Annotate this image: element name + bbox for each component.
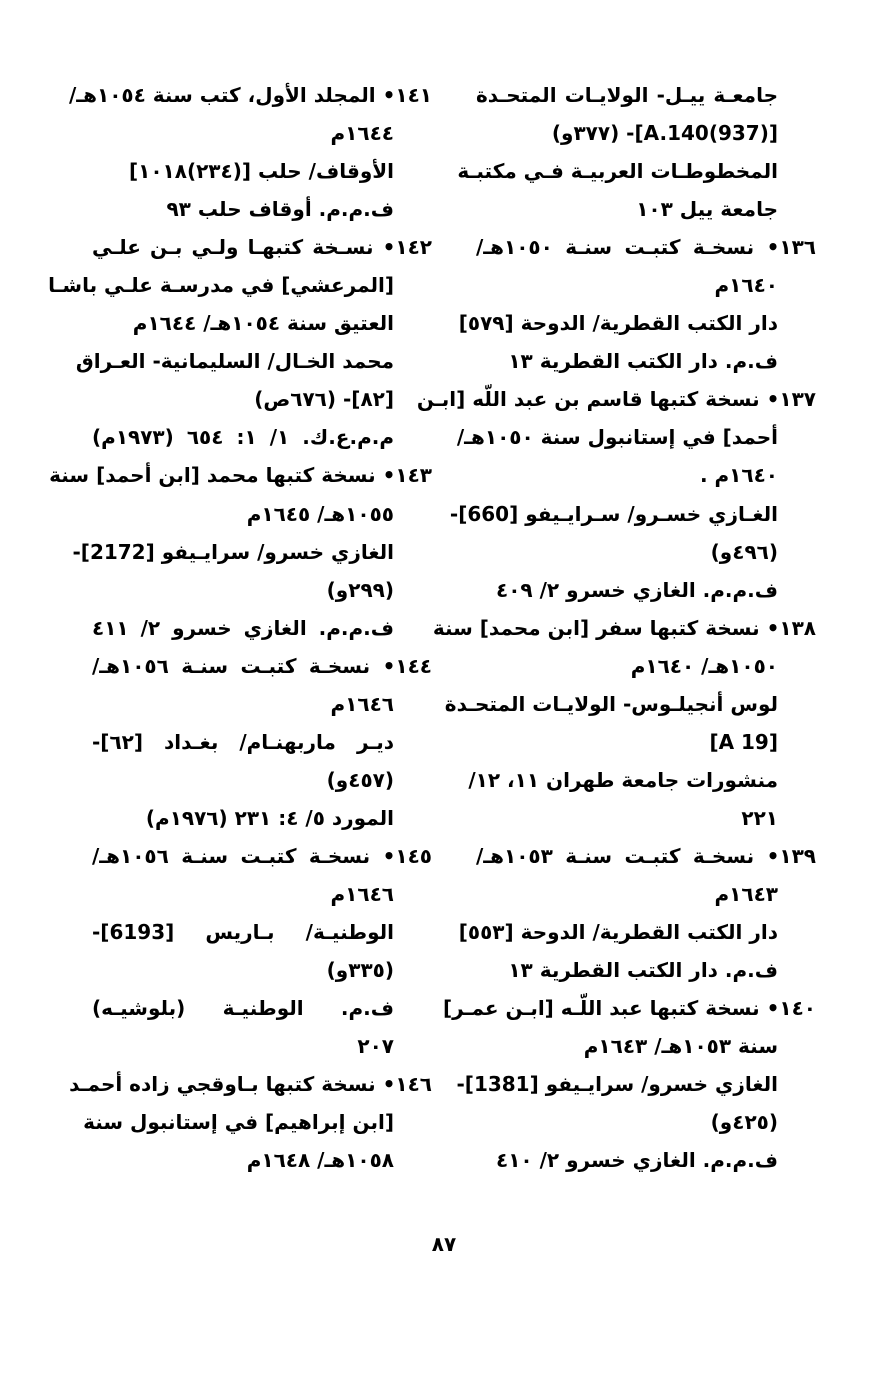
text-line: ف.م. الوطنيـة (بلوشيـه)	[92, 996, 394, 1021]
right-column	[416, 76, 816, 1179]
text-line: ١٤٠• نسخة كتبها عبد اللّـه [ابـن عمـر]	[443, 996, 816, 1021]
text-line: الغازي خسرو/ سرايـيفو [1381]-	[456, 1072, 778, 1097]
text-line: ١٤٤• نسخـة كتبـت سنـة ١٠٥٦هـ/	[92, 653, 432, 678]
text-line: دار الكتب القطرية/ الدوحة [٥٥٣]	[458, 920, 778, 945]
text-line: منشورات جامعة طهران ١١، ١٢/	[468, 767, 778, 792]
text-line: ١٦٤٠م .	[699, 463, 778, 488]
text-line: (٤٩٦و)	[710, 539, 778, 564]
text-line: الأوقاف/ حلب [(٢٣٤)١٠١٨]	[128, 159, 394, 184]
text-line: ١٦٤٤م	[330, 121, 394, 146]
text-line: محمد الخـال/ السليمانية- العـراق	[75, 349, 394, 374]
text-line: [(937)A.140]- (٣٧٧و)	[551, 121, 778, 146]
text-line: الوطنيـة/ بـاريس [6193]-	[92, 920, 394, 945]
text-line: [ابن إبراهيم] في إستانبول سنة	[83, 1110, 394, 1135]
text-line: ١٣٨• نسخة كتبها سفر [ابن محمد] سنة	[432, 615, 816, 640]
text-line: ١٤١• المجلد الأول، كتب سنة ١٠٥٤هـ/	[68, 83, 432, 107]
text-line: [المرعشي] في مدرسـة علـي باشـا	[48, 273, 394, 298]
text-line: ١٠٥٥هـ/ ١٦٤٥م	[246, 501, 394, 526]
text-line: ١٤٢• نسـخة كتبهـا ولـي بـن علـي	[92, 235, 432, 260]
left-column	[48, 76, 432, 1179]
text-line: (٣٣٥و)	[326, 958, 394, 983]
page-number: ٨٧	[431, 1232, 457, 1256]
text-line: ف.م.م. الغازي خسرو ٢/ ٤٠٩	[495, 577, 778, 602]
text-line: ١٦٤٦م	[330, 881, 394, 906]
text-line: ١٦٤٦م	[330, 691, 394, 716]
text-line: ١٠٥٨هـ/ ١٦٤٨م	[246, 1148, 394, 1173]
text-line: ١٤٦• نسخة كتبها بـاوقجي زاده أحمـد	[69, 1072, 432, 1097]
text-line: (٤٢٥و)	[710, 1110, 778, 1135]
text-line: ١٦٤٠م	[714, 273, 778, 298]
text-line: ١٣٧• نسخة كتبها قاسم بن عبد اللّه [ابـن	[416, 387, 816, 412]
text-line: الغـازي خسـرو/ سـرايـيفو [660]-	[449, 501, 778, 526]
text-line: [٨٢]- (٦٧٦ص)	[254, 387, 394, 412]
text-line: لوس أنجيلـوس- الولايـات المتحـدة	[444, 691, 778, 716]
text-line: ف.م.م. الغازي خسرو ٢/ ٤١١	[92, 615, 394, 640]
text-line: ٢٠٧	[357, 1034, 394, 1059]
text-line: ١٦٤٣م	[714, 881, 778, 906]
text-line: المورد ٥/ ٤: ٢٣١ (١٩٧٦م)	[145, 805, 394, 830]
text-line: ١٠٥٠هـ/ ١٦٤٠م	[630, 653, 778, 678]
text-line: ١٤٣• نسخة كتبها محمد [ابن أحمد] سنة	[49, 463, 432, 488]
text-line: جامعـة ييـل- الولايـات المتحـدة	[476, 83, 778, 107]
text-line: ف.م.م. أوقاف حلب ٩٣	[166, 197, 394, 222]
text-line: ديـر ماربهنـام/ بغـداد [٦٢]-	[92, 729, 394, 754]
text-line: ف.م.م. الغازي خسرو ٢/ ٤١٠	[495, 1148, 778, 1173]
text-line: ١٣٩• نسخـة كتبـت سنـة ١٠٥٣هـ/	[476, 843, 816, 868]
text-line: سنة ١٠٥٣هـ/ ١٦٤٣م	[583, 1034, 778, 1059]
text-line: م.م.ع.ك. ١/ ١: ٦٥٤ (١٩٧٣م)	[92, 425, 394, 450]
text-line: جامعة ييل ١٠٣	[636, 197, 778, 222]
text-line: [A 19]	[709, 729, 778, 754]
text-line: أحمد] في إستانبول سنة ١٠٥٠هـ/	[456, 425, 778, 450]
text-line: العتيق سنة ١٠٥٤هـ/ ١٦٤٤م	[132, 311, 394, 336]
text-line: الغازي خسرو/ سرايـيفو [2172]-	[72, 539, 394, 564]
text-line: (٤٥٧و)	[326, 767, 394, 792]
text-line: دار الكتب القطرية/ الدوحة [٥٧٩]	[458, 311, 778, 336]
text-line: (٢٩٩و)	[326, 577, 394, 602]
text-line: ف.م. دار الكتب القطرية ١٣	[508, 349, 778, 374]
text-line: ١٣٦• نسخـة كتبـت سنـة ١٠٥٠هـ/	[476, 235, 816, 260]
text-line: ١٤٥• نسخـة كتبـت سنـة ١٠٥٦هـ/	[92, 843, 432, 868]
text-line: المخطوطـات العربيـة فـي مكتبـة	[457, 159, 778, 184]
text-line: ٢٢١	[741, 805, 778, 830]
text-line: ف.م. دار الكتب القطرية ١٣	[508, 958, 778, 983]
